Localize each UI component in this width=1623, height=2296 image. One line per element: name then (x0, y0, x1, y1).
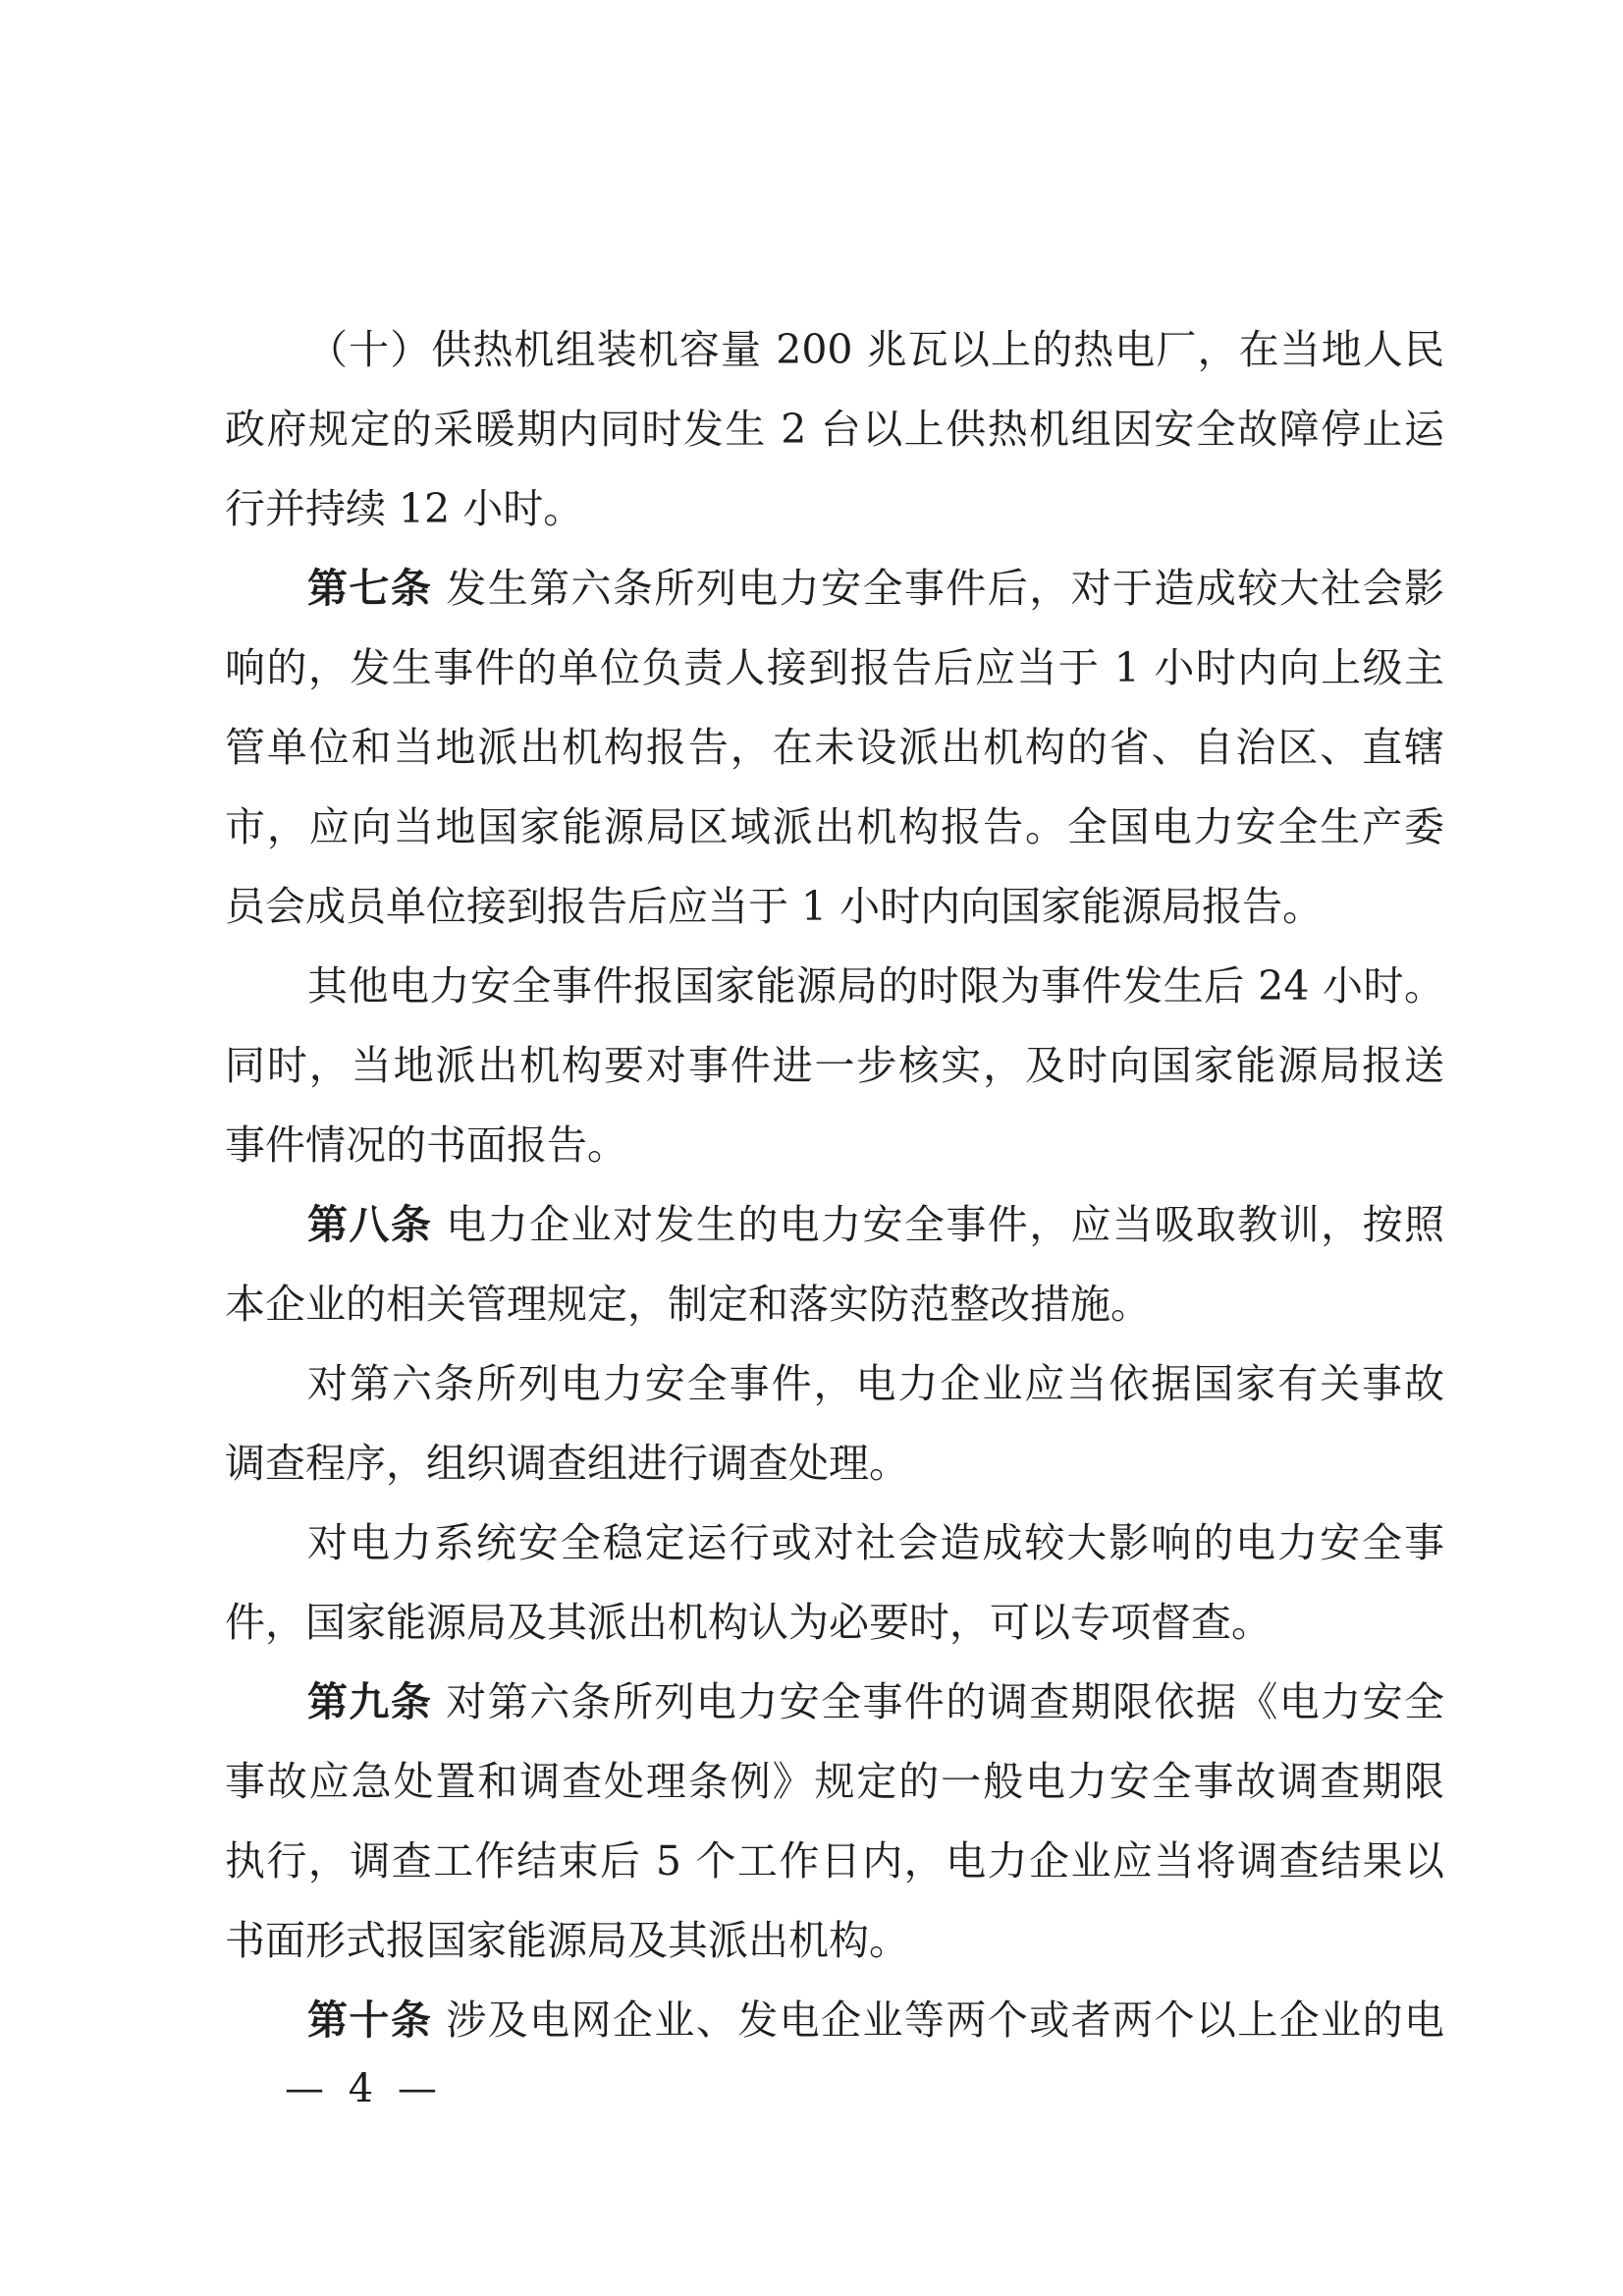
text-line (225, 1911, 1444, 1970)
line-text: 调查程序，组织调查组进行调查处理。 (225, 1440, 909, 1487)
text-line (225, 1434, 1444, 1493)
line-text: 响的，发生事件的单位负责人接到报告后应当于 1 小时内向上级主 (225, 644, 1444, 691)
text-line (307, 1354, 1444, 1413)
text-line (225, 638, 1444, 697)
text-line (225, 479, 1444, 538)
text-line (225, 1593, 1444, 1652)
text-line (307, 559, 1444, 618)
line-text: 员会成员单位接到报告后应当于 1 小时内向国家能源局报告。 (225, 883, 1324, 930)
line-text: 电力企业对发生的电力安全事件，应当吸取教训，按照 (446, 1201, 1445, 1248)
line-text: 涉及电网企业、发电企业等两个或者两个以上企业的电 (446, 1996, 1445, 2044)
text-line (307, 1195, 1444, 1254)
line-text: 对电力系统安全稳定运行或对社会造成较大影响的电力安全事 (307, 1519, 1444, 1566)
text-line (225, 877, 1444, 936)
text-line (225, 1116, 1444, 1175)
article-heading: 第九条 (307, 1678, 433, 1725)
line-text: 其他电力安全事件报国家能源局的时限为事件发生后 24 小时。 (307, 962, 1444, 1010)
line-text: 对第六条所列电力安全事件的调查期限依据《电力安全 (446, 1678, 1445, 1725)
line-text: 书面形式报国家能源局及其派出机构。 (225, 1917, 909, 1964)
text-line (225, 1036, 1444, 1095)
line-text: 行并持续 12 小时。 (225, 485, 584, 532)
line-text: （十）供热机组装机容量 200 兆瓦以上的热电厂，在当地人民 (307, 326, 1444, 373)
text-line (307, 957, 1444, 1015)
article-heading: 第七条 (307, 565, 433, 612)
text-line (225, 1275, 1444, 1334)
text-line (307, 1513, 1444, 1572)
text-line (225, 1752, 1444, 1811)
text-line (225, 797, 1444, 856)
text-line (307, 1672, 1444, 1731)
text-line (307, 320, 1444, 379)
line-text: 政府规定的采暖期内同时发生 2 台以上供热机组因安全故障停止运 (225, 406, 1444, 453)
line-text: 管单位和当地派出机构报告，在未设派出机构的省、自治区、直辖 (225, 724, 1444, 771)
line-text: 事故应急处置和调查处理条例》规定的一般电力安全事故调查期限 (225, 1758, 1444, 1805)
text-line (225, 400, 1444, 459)
text-line (225, 1831, 1444, 1890)
line-text: 发生第六条所列电力安全事件后，对于造成较大社会影 (446, 565, 1445, 612)
line-text: 市，应向当地国家能源局区域派出机构报告。全国电力安全生产委 (225, 803, 1444, 850)
text-line (225, 718, 1444, 777)
page-number: — 4 — (285, 2066, 443, 2111)
line-text: 同时，当地派出机构要对事件进一步核实，及时向国家能源局报送 (225, 1042, 1444, 1089)
line-text: 件，国家能源局及其派出机构认为必要时，可以专项督查。 (225, 1599, 1271, 1646)
line-text: 对第六条所列电力安全事件，电力企业应当依据国家有关事故 (307, 1360, 1444, 1407)
text-line (307, 1991, 1444, 2050)
line-text: 事件情况的书面报告。 (225, 1121, 627, 1169)
article-heading: 第十条 (307, 1996, 433, 2044)
article-heading: 第八条 (307, 1201, 433, 1248)
line-text: 执行，调查工作结束后 5 个工作日内，电力企业应当将调查结果以 (225, 1837, 1444, 1885)
line-text: 本企业的相关管理规定，制定和落实防范整改措施。 (225, 1281, 1151, 1328)
